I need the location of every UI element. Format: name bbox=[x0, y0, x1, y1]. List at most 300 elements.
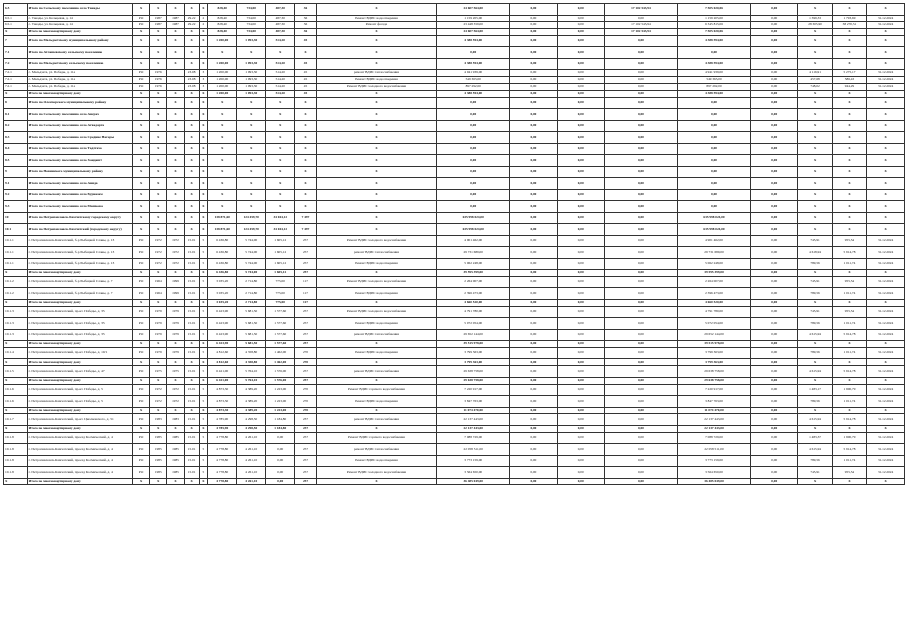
table-cell: X bbox=[798, 97, 832, 109]
table-cell: X bbox=[832, 270, 866, 277]
table-cell: 0,00 bbox=[510, 384, 557, 396]
table-cell: 31.12.2024 bbox=[867, 22, 905, 29]
table-cell: 0,00 bbox=[557, 425, 604, 432]
table-cell: X bbox=[199, 201, 208, 213]
table-cell: X bbox=[316, 341, 436, 348]
table-cell: 31.12.2024 bbox=[867, 83, 905, 90]
table-cell: X bbox=[199, 47, 208, 59]
table-cell: 15.01 bbox=[184, 347, 199, 359]
table-cell: Итого по Сельскому поселению село Средние Нагоры bbox=[27, 132, 132, 144]
table-cell: 1987 bbox=[167, 15, 184, 22]
table-cell: 5 744,00 bbox=[237, 247, 266, 259]
table-cell: 0,00 bbox=[437, 47, 510, 59]
table-cell: 0,00 bbox=[604, 35, 677, 47]
table-cell: 10.1.8 bbox=[4, 432, 28, 444]
table-cell: г. Петропавловск-Камчатский, проезд Космический, д. 4 bbox=[27, 444, 132, 456]
table-cell: 0,00 bbox=[557, 189, 604, 201]
table-cell: 789,56 bbox=[798, 318, 832, 330]
table-cell: X bbox=[150, 478, 167, 485]
table-cell: 0,00 bbox=[751, 70, 798, 77]
table-cell: 0,00 bbox=[604, 143, 677, 155]
table-cell: Итого по Сельскому поселению село Агвадарга bbox=[27, 120, 132, 132]
table-cell: X bbox=[867, 270, 905, 277]
total-row bbox=[4, 35, 905, 47]
table-cell: 1 605,12 bbox=[266, 258, 295, 270]
table-cell: 0,00 bbox=[557, 70, 604, 77]
table-cell: 22 058 511,00 bbox=[437, 444, 510, 456]
table-cell: 15.01 bbox=[184, 432, 199, 444]
table-cell: 8.3 bbox=[4, 132, 28, 144]
table-cell: 514,20 bbox=[266, 58, 295, 70]
table-cell: с. Мальдзета, ул. Победы, д. 11а bbox=[27, 70, 132, 77]
table-cell: X bbox=[150, 90, 167, 97]
table-cell: X bbox=[199, 132, 208, 144]
table-cell: 0,00 bbox=[557, 258, 604, 270]
table-cell: 257 bbox=[295, 467, 317, 479]
table-cell: 1999 bbox=[167, 276, 184, 288]
table-row bbox=[4, 247, 905, 259]
table-cell: 1976 bbox=[150, 83, 167, 90]
table-cell: X bbox=[184, 359, 199, 366]
table-cell: 1985 bbox=[167, 432, 184, 444]
table-cell: 0,00 bbox=[557, 235, 604, 247]
table-cell: 29 652 144,00 bbox=[677, 329, 750, 341]
table-cell: X bbox=[832, 407, 866, 414]
table-row bbox=[4, 258, 905, 270]
table-cell: 10.1.2 bbox=[4, 288, 28, 300]
table-cell: 3 035,20 bbox=[208, 299, 237, 306]
table-cell: X bbox=[867, 132, 905, 144]
table-cell: X bbox=[798, 270, 832, 277]
table-cell: X bbox=[832, 425, 866, 432]
table-cell: 45 bbox=[295, 35, 317, 47]
table-cell: 24 607 564,00 bbox=[437, 29, 510, 36]
table-cell: X bbox=[316, 178, 436, 190]
table-cell: 4 298,50 bbox=[237, 414, 266, 426]
table-row bbox=[4, 318, 905, 330]
table-cell: г. Петропавловск-Камчатский, пр-кт. Победы, д. 35 bbox=[27, 318, 132, 330]
table-cell: X bbox=[133, 120, 150, 132]
table-cell: Итого по Атлашевскому сельскому поселению bbox=[27, 47, 132, 59]
table-cell: 5 bbox=[199, 306, 208, 318]
table-cell: X bbox=[798, 341, 832, 348]
table-cell: 0,00 bbox=[604, 235, 677, 247]
table-cell: X bbox=[133, 35, 150, 47]
table-cell: X bbox=[237, 120, 266, 132]
table-cell: 0,00 bbox=[677, 132, 750, 144]
table-cell: X bbox=[133, 143, 150, 155]
table-cell: г. Петропавловск-Камчатский, проезд Космический, д. 4 bbox=[27, 432, 132, 444]
table-cell: 5 914,78 bbox=[832, 414, 866, 426]
table-cell: 1972 bbox=[150, 396, 167, 408]
table-cell: X bbox=[133, 47, 150, 59]
table-cell: 7 505 020,06 bbox=[677, 4, 750, 16]
table-cell: 257 bbox=[295, 455, 317, 467]
table-cell: X bbox=[150, 58, 167, 70]
table-cell: X bbox=[199, 341, 208, 348]
table-cell: X bbox=[133, 58, 150, 70]
table-cell: 1979 bbox=[150, 347, 167, 359]
table-cell: 1979 bbox=[167, 329, 184, 341]
table-cell: Итого по многоквартирному дому bbox=[27, 377, 132, 384]
table-cell: 0,00 bbox=[751, 306, 798, 318]
table-cell: 1987 bbox=[167, 22, 184, 29]
table-cell: X bbox=[316, 377, 436, 384]
table-cell: 10.1.5 bbox=[4, 366, 28, 378]
table-cell: X bbox=[867, 407, 905, 414]
table-cell: 1979 bbox=[150, 318, 167, 330]
table-cell: X bbox=[208, 132, 237, 144]
table-cell: X bbox=[133, 478, 150, 485]
table-cell: 944,29 bbox=[832, 83, 866, 90]
table-cell: 28 305,90 bbox=[798, 22, 832, 29]
table-cell: 10.1 bbox=[4, 224, 28, 236]
table-cell: 7.1 bbox=[4, 47, 28, 59]
table-cell: 4 812,60 bbox=[208, 347, 237, 359]
table-cell: 257 bbox=[295, 341, 317, 348]
table-cell: 0,00 bbox=[604, 90, 677, 97]
table-cell: Итого по Петропавловск-Камчатскому городскому округу bbox=[27, 212, 132, 224]
table-cell: X bbox=[208, 189, 237, 201]
total-row bbox=[4, 478, 905, 485]
table-cell: г. Петропавловск-Камчатский, пр-кт. Победы, д. 10/1 bbox=[27, 347, 132, 359]
table-cell: 270 bbox=[295, 384, 317, 396]
table-cell: X bbox=[133, 97, 150, 109]
table-cell: X bbox=[184, 224, 199, 236]
table-cell: X bbox=[867, 29, 905, 36]
table-cell: 0,00 bbox=[604, 47, 677, 59]
table-cell: X bbox=[266, 201, 295, 213]
table-cell: 257 bbox=[295, 318, 317, 330]
table-cell: 31.12.2024 bbox=[867, 306, 905, 318]
table-cell: 4 615,94 bbox=[798, 414, 832, 426]
table-cell: X bbox=[167, 341, 184, 348]
table-cell: 2 714,80 bbox=[237, 299, 266, 306]
table-cell: X bbox=[133, 425, 150, 432]
table-row bbox=[4, 414, 905, 426]
table-cell: X bbox=[798, 299, 832, 306]
table-cell: 0,00 bbox=[751, 15, 798, 22]
table-cell: 270 bbox=[295, 396, 317, 408]
table-cell: 117 bbox=[295, 299, 317, 306]
table-cell: 1 223,00 bbox=[266, 396, 295, 408]
table-cell: 0,00 bbox=[604, 341, 677, 348]
table-cell: 15.01 bbox=[184, 306, 199, 318]
table-cell: с. Танады, ул. Кольцевая, д. 14 bbox=[27, 15, 132, 22]
table-cell: 0,00 bbox=[751, 270, 798, 277]
total-row bbox=[4, 29, 905, 36]
table-cell: 828,40 bbox=[208, 29, 237, 36]
table-cell: 0,00 bbox=[557, 247, 604, 259]
table-cell: 1 462,00 bbox=[266, 359, 295, 366]
table-cell: Ремонт ВДИС водоотведения bbox=[316, 347, 436, 359]
table-cell: 0,00 bbox=[557, 407, 604, 414]
table-cell: X bbox=[184, 212, 199, 224]
table-cell: Ремонт ВДИС водоотведения bbox=[316, 455, 436, 467]
table-cell: 45 bbox=[295, 70, 317, 77]
table-cell: 10.1.6 bbox=[4, 396, 28, 408]
table-cell: 117 bbox=[295, 288, 317, 300]
table-cell: X bbox=[867, 35, 905, 47]
table-cell: X bbox=[184, 166, 199, 178]
table-cell: 4 618,94 bbox=[798, 247, 832, 259]
table-cell: X bbox=[133, 224, 150, 236]
table-cell: 7 088 729,00 bbox=[437, 432, 510, 444]
table-cell: 1 200,00 bbox=[208, 35, 237, 47]
table-cell: 31.12.2024 bbox=[867, 15, 905, 22]
table-cell: г. Петропавловск-Камчатский, б-р Рыбацкой Славы, д. 7 bbox=[27, 276, 132, 288]
table-cell: X bbox=[798, 90, 832, 97]
table-cell: X bbox=[295, 201, 317, 213]
table-cell: 1 577,60 bbox=[266, 318, 295, 330]
table-cell: 0,00 bbox=[677, 166, 750, 178]
table-cell: 117 bbox=[295, 276, 317, 288]
table-cell: 1 011,74 bbox=[832, 347, 866, 359]
table-cell: 257 bbox=[295, 444, 317, 456]
table-cell: 6 436,80 bbox=[208, 235, 237, 247]
table-cell: X bbox=[184, 109, 199, 121]
table-cell: X bbox=[295, 189, 317, 201]
table-cell: X bbox=[832, 478, 866, 485]
table-cell: X bbox=[867, 155, 905, 167]
table-cell: РО bbox=[133, 258, 150, 270]
table-cell: X bbox=[295, 132, 317, 144]
table-cell: 0,00 bbox=[437, 166, 510, 178]
table-cell: 1999 bbox=[167, 288, 184, 300]
table-cell: 0,00 bbox=[510, 306, 557, 318]
table-cell: X bbox=[295, 143, 317, 155]
table-cell: Ремонт фасада bbox=[316, 22, 436, 29]
table-cell: 0,00 bbox=[751, 341, 798, 348]
table-cell: 257 bbox=[295, 478, 317, 485]
table-cell: 0,00 bbox=[510, 366, 557, 378]
table-cell: 29 638 758,00 bbox=[437, 366, 510, 378]
table-cell: 22 137 443,00 bbox=[677, 425, 750, 432]
table-cell: 1 093,30 bbox=[237, 90, 266, 97]
table-cell: X bbox=[867, 143, 905, 155]
table-cell: 5 bbox=[199, 247, 208, 259]
table-cell: 1 399,33 bbox=[798, 15, 832, 22]
table-cell: 0,00 bbox=[557, 201, 604, 213]
table-cell: X bbox=[167, 58, 184, 70]
table-cell: X bbox=[184, 4, 199, 16]
table-cell: X bbox=[4, 29, 28, 36]
table-cell: X bbox=[832, 377, 866, 384]
table-cell: 0,00 bbox=[751, 189, 798, 201]
table-cell: 0,00 bbox=[510, 341, 557, 348]
table-cell: 0,00 bbox=[557, 432, 604, 444]
table-cell: 0,00 bbox=[437, 155, 510, 167]
table-cell: 0,00 bbox=[510, 329, 557, 341]
table-cell: 29.22 bbox=[184, 15, 199, 22]
table-cell: 0,00 bbox=[510, 359, 557, 366]
table-cell: 1972 bbox=[167, 235, 184, 247]
table-cell: 1985 bbox=[167, 444, 184, 456]
table-cell: 31.12.2024 bbox=[867, 396, 905, 408]
table-cell: X bbox=[184, 341, 199, 348]
table-cell: 0,00 bbox=[751, 132, 798, 144]
table-cell: 8.2 bbox=[4, 120, 28, 132]
table-cell: 124 459,70 bbox=[237, 224, 266, 236]
table-cell: 0,00 bbox=[751, 299, 798, 306]
table-cell: 0,00 bbox=[510, 212, 557, 224]
table-cell: 0,00 bbox=[557, 455, 604, 467]
table-cell: 0,00 bbox=[751, 329, 798, 341]
table-cell: 29 638 758,00 bbox=[677, 366, 750, 378]
table-cell: 635 998 024,00 bbox=[677, 224, 750, 236]
table-cell: 0,00 bbox=[604, 120, 677, 132]
table-cell: 3 035,20 bbox=[208, 276, 237, 288]
total-row bbox=[4, 143, 905, 155]
table-cell: X bbox=[167, 97, 184, 109]
table-cell: 10.1.1 bbox=[4, 235, 28, 247]
table-cell: X bbox=[184, 120, 199, 132]
table-cell: г. Петропавловск-Камчатский, пр-кт. Победы, д. 5 bbox=[27, 384, 132, 396]
table-cell: Итого по Сельскому поселению село Мошкова bbox=[27, 201, 132, 213]
table-cell: X bbox=[832, 143, 866, 155]
table-cell: 31.12.2024 bbox=[867, 247, 905, 259]
table-cell: 31.12.2024 bbox=[867, 347, 905, 359]
table-cell: г. Петропавловск-Камчатский, б-р Рыбацкой Славы, д. 7 bbox=[27, 288, 132, 300]
table-cell: X bbox=[150, 189, 167, 201]
table-cell: X bbox=[167, 359, 184, 366]
table-cell: X bbox=[4, 377, 28, 384]
table-cell: X bbox=[295, 166, 317, 178]
table-cell: РО bbox=[133, 396, 150, 408]
table-cell: X bbox=[167, 166, 184, 178]
table-cell: 138 871,60 bbox=[208, 212, 237, 224]
table-cell: 0,00 bbox=[557, 83, 604, 90]
table-cell: 1979 bbox=[167, 318, 184, 330]
table-cell: 955,54 bbox=[832, 276, 866, 288]
table-cell: 789,56 bbox=[798, 288, 832, 300]
table-cell: 34 044,12 bbox=[266, 212, 295, 224]
table-cell: г. Петропавловск-Камчатский, б-р Рыбацкой Славы, д. 13 bbox=[27, 235, 132, 247]
total-row bbox=[4, 377, 905, 384]
table-cell: 0,00 bbox=[604, 444, 677, 456]
table-cell: 0,00 bbox=[677, 155, 750, 167]
table-cell: 1964 bbox=[150, 276, 167, 288]
table-cell: 4 388 594,00 bbox=[437, 90, 510, 97]
table-cell: 0,00 bbox=[751, 444, 798, 456]
table-row bbox=[4, 15, 905, 22]
table-cell: 5 bbox=[199, 235, 208, 247]
table-cell: 0,00 bbox=[510, 288, 557, 300]
table-cell: 514,20 bbox=[266, 90, 295, 97]
table-cell: X bbox=[798, 166, 832, 178]
table-cell: 0,00 bbox=[557, 414, 604, 426]
table-cell: X bbox=[167, 189, 184, 201]
table-cell: 0,00 bbox=[510, 455, 557, 467]
table-cell: 4 615,94 bbox=[798, 366, 832, 378]
table-cell: Итого по многоквартирному дому bbox=[27, 359, 132, 366]
table-cell: X bbox=[266, 109, 295, 121]
table-cell: РО bbox=[133, 432, 150, 444]
table-cell: 7.2.1 bbox=[4, 77, 28, 84]
table-cell: X bbox=[316, 299, 436, 306]
table-cell: 734,00 bbox=[237, 15, 266, 22]
table-cell: 0,00 bbox=[751, 22, 798, 29]
total-row bbox=[4, 407, 905, 414]
table-cell: 10.1.8 bbox=[4, 467, 28, 479]
table-cell: 0,00 bbox=[557, 155, 604, 167]
table-cell: 0,00 bbox=[604, 347, 677, 359]
table-cell: 1 011,74 bbox=[832, 396, 866, 408]
table-cell: 789,56 bbox=[798, 396, 832, 408]
table-cell: 9.1 bbox=[4, 178, 28, 190]
table-cell: 5 bbox=[199, 414, 208, 426]
table-row bbox=[4, 366, 905, 378]
table-cell: X bbox=[199, 407, 208, 414]
table-cell: РО bbox=[133, 318, 150, 330]
table-cell: X bbox=[832, 178, 866, 190]
total-row bbox=[4, 189, 905, 201]
table-cell: 5 bbox=[199, 329, 208, 341]
table-cell: 4 873,30 bbox=[208, 384, 237, 396]
table-cell: 237 bbox=[295, 414, 317, 426]
table-cell: X bbox=[167, 270, 184, 277]
table-cell: 1 093,30 bbox=[237, 35, 266, 47]
table-cell: X bbox=[316, 90, 436, 97]
table-cell: 0,00 bbox=[604, 70, 677, 77]
table-cell: X bbox=[167, 35, 184, 47]
table-cell: Итого по многоквартирному дому bbox=[27, 270, 132, 277]
table-cell: X bbox=[150, 29, 167, 36]
table-cell: 0,00 bbox=[266, 478, 295, 485]
table-cell: X bbox=[167, 407, 184, 414]
table-cell: 31.12.2024 bbox=[867, 414, 905, 426]
table-cell: 0,00 bbox=[510, 35, 557, 47]
table-cell: 5 bbox=[199, 384, 208, 396]
table-cell: X bbox=[295, 109, 317, 121]
table-cell: 0,00 bbox=[604, 212, 677, 224]
table-cell: 0,00 bbox=[677, 201, 750, 213]
table-cell: X bbox=[150, 178, 167, 190]
table-cell: 0,00 bbox=[557, 384, 604, 396]
table-cell: 0,00 bbox=[751, 143, 798, 155]
table-row bbox=[4, 347, 905, 359]
table-cell: X bbox=[832, 359, 866, 366]
table-cell: 4 615,94 bbox=[798, 329, 832, 341]
table-cell: 6 423,90 bbox=[208, 306, 237, 318]
table-cell: X bbox=[237, 166, 266, 178]
table-cell: 748,02 bbox=[798, 83, 832, 90]
table-cell: 1 093,30 bbox=[237, 77, 266, 84]
table-cell: 4 901 462,00 bbox=[437, 235, 510, 247]
table-cell: X bbox=[184, 47, 199, 59]
table-cell: 11 074 470,00 bbox=[677, 407, 750, 414]
table-cell: X bbox=[184, 29, 199, 36]
table-cell: X bbox=[295, 178, 317, 190]
table-cell: 138 871,60 bbox=[208, 224, 237, 236]
table-cell: 0,00 bbox=[751, 432, 798, 444]
table-cell: 0,00 bbox=[604, 97, 677, 109]
table-cell: 8.1 bbox=[4, 109, 28, 121]
table-cell: X bbox=[133, 90, 150, 97]
table-cell: 270 bbox=[295, 359, 317, 366]
table-cell: X bbox=[4, 299, 28, 306]
table-cell: 0,00 bbox=[677, 120, 750, 132]
table-cell: 3 035,20 bbox=[208, 288, 237, 300]
table-cell: 4 778,80 bbox=[208, 467, 237, 479]
table-cell: 36 bbox=[295, 4, 317, 16]
table-cell: 0,00 bbox=[604, 407, 677, 414]
table-cell: 0,00 bbox=[437, 132, 510, 144]
table-cell: 0,00 bbox=[437, 178, 510, 190]
table-cell: X bbox=[867, 341, 905, 348]
table-cell: X bbox=[316, 425, 436, 432]
table-cell: X bbox=[199, 178, 208, 190]
